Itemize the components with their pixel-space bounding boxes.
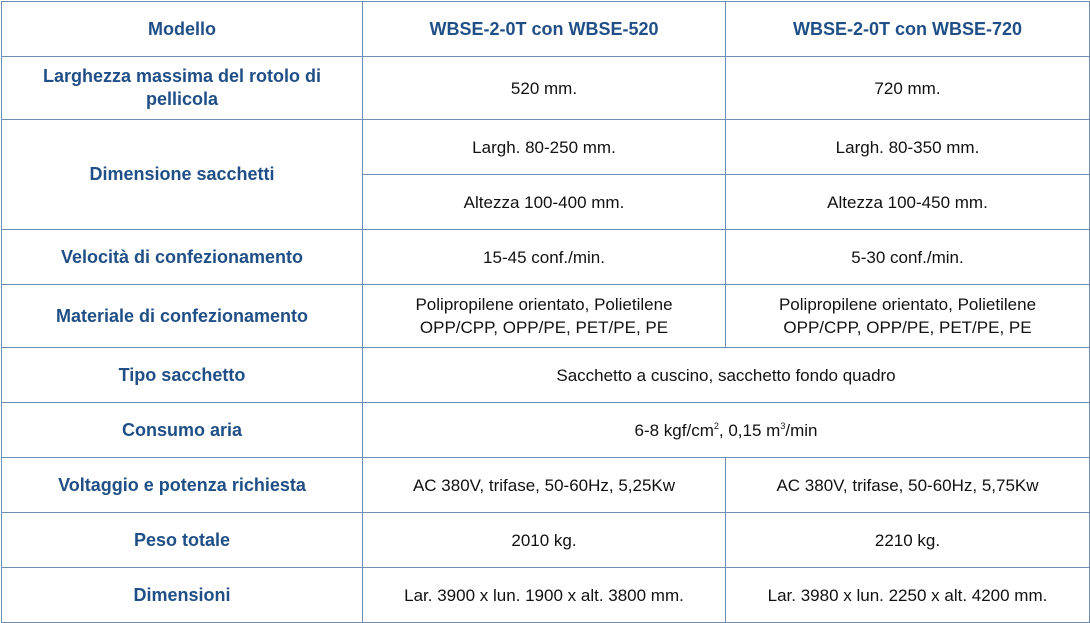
value-air bbox=[363, 403, 1090, 458]
row-bag-type bbox=[2, 348, 1090, 403]
value-weight-a: 2010 kg. bbox=[363, 513, 726, 568]
row-dimensions bbox=[2, 568, 1090, 623]
value-material-b bbox=[726, 285, 1090, 348]
value-dimensions-b: Lar. 3980 x lun. 2250 x alt. 4200 mm. bbox=[726, 568, 1090, 623]
value-bag-height-a: Altezza 100-400 mm. bbox=[363, 175, 726, 230]
value-power-a: AC 380V, trifase, 50-60Hz, 5,25Kw bbox=[363, 458, 726, 513]
row-roll-width bbox=[2, 57, 1090, 120]
label-air: Consumo aria bbox=[2, 403, 363, 458]
air-pressure: 6-8 kgf/cm bbox=[634, 420, 714, 440]
value-dimensions-a: Lar. 3900 x lun. 1900 x alt. 3800 mm. bbox=[363, 568, 726, 623]
header-model-a: WBSE-2-0T con WBSE-520 bbox=[363, 2, 726, 57]
value-material-a-line1: Polipropilene orientato, Polietilene bbox=[415, 295, 673, 314]
label-material: Materiale di confezionamento bbox=[2, 285, 363, 348]
value-weight-b: 2210 kg. bbox=[726, 513, 1090, 568]
row-speed bbox=[2, 230, 1090, 285]
header-label: Modello bbox=[2, 2, 363, 57]
value-bag-height-b: Altezza 100-450 mm. bbox=[726, 175, 1090, 230]
header-model-b: WBSE-2-0T con WBSE-720 bbox=[726, 2, 1090, 57]
value-power-b: AC 380V, trifase, 50-60Hz, 5,75Kw bbox=[726, 458, 1090, 513]
spec-table bbox=[1, 1, 1090, 623]
air-separator: , bbox=[718, 420, 729, 440]
value-roll-width-a: 520 mm. bbox=[363, 57, 726, 120]
label-dimensions: Dimensioni bbox=[2, 568, 363, 623]
value-material-b-line2: OPP/CPP, OPP/PE, PET/PE, PE bbox=[783, 318, 1032, 337]
label-speed: Velocità di confezionamento bbox=[2, 230, 363, 285]
value-roll-width-b: 720 mm. bbox=[726, 57, 1090, 120]
air-flow: 0,15 m bbox=[728, 420, 781, 440]
row-power bbox=[2, 458, 1090, 513]
header-row bbox=[2, 2, 1090, 57]
air-flow-unit: /min bbox=[785, 420, 818, 440]
air-pressure-exponent: 2 bbox=[713, 420, 719, 431]
value-speed-a: 15-45 conf./min. bbox=[363, 230, 726, 285]
value-material-b-line1: Polipropilene orientato, Polietilene bbox=[778, 295, 1037, 314]
row-weight bbox=[2, 513, 1090, 568]
value-material-a-line2: OPP/CPP, OPP/PE, PET/PE, PE bbox=[419, 318, 669, 337]
air-flow-exponent: 3 bbox=[780, 420, 786, 431]
value-bag-type: Sacchetto a cuscino, sacchetto fondo quadro bbox=[363, 348, 1090, 403]
row-bag-size-width bbox=[2, 120, 1090, 175]
label-roll-width: Larghezza massima del rotolo di pellicola bbox=[2, 57, 363, 120]
label-bag-size: Dimensione sacchetti bbox=[2, 120, 363, 230]
value-bag-width-b: Largh. 80-350 mm. bbox=[726, 120, 1090, 175]
row-air bbox=[2, 403, 1090, 458]
label-power: Voltaggio e potenza richiesta bbox=[2, 458, 363, 513]
row-material bbox=[2, 285, 1090, 348]
label-weight: Peso totale bbox=[2, 513, 363, 568]
value-material-a bbox=[363, 285, 726, 348]
label-bag-type: Tipo sacchetto bbox=[2, 348, 363, 403]
value-speed-b: 5-30 conf./min. bbox=[726, 230, 1090, 285]
value-bag-width-a: Largh. 80-250 mm. bbox=[363, 120, 726, 175]
